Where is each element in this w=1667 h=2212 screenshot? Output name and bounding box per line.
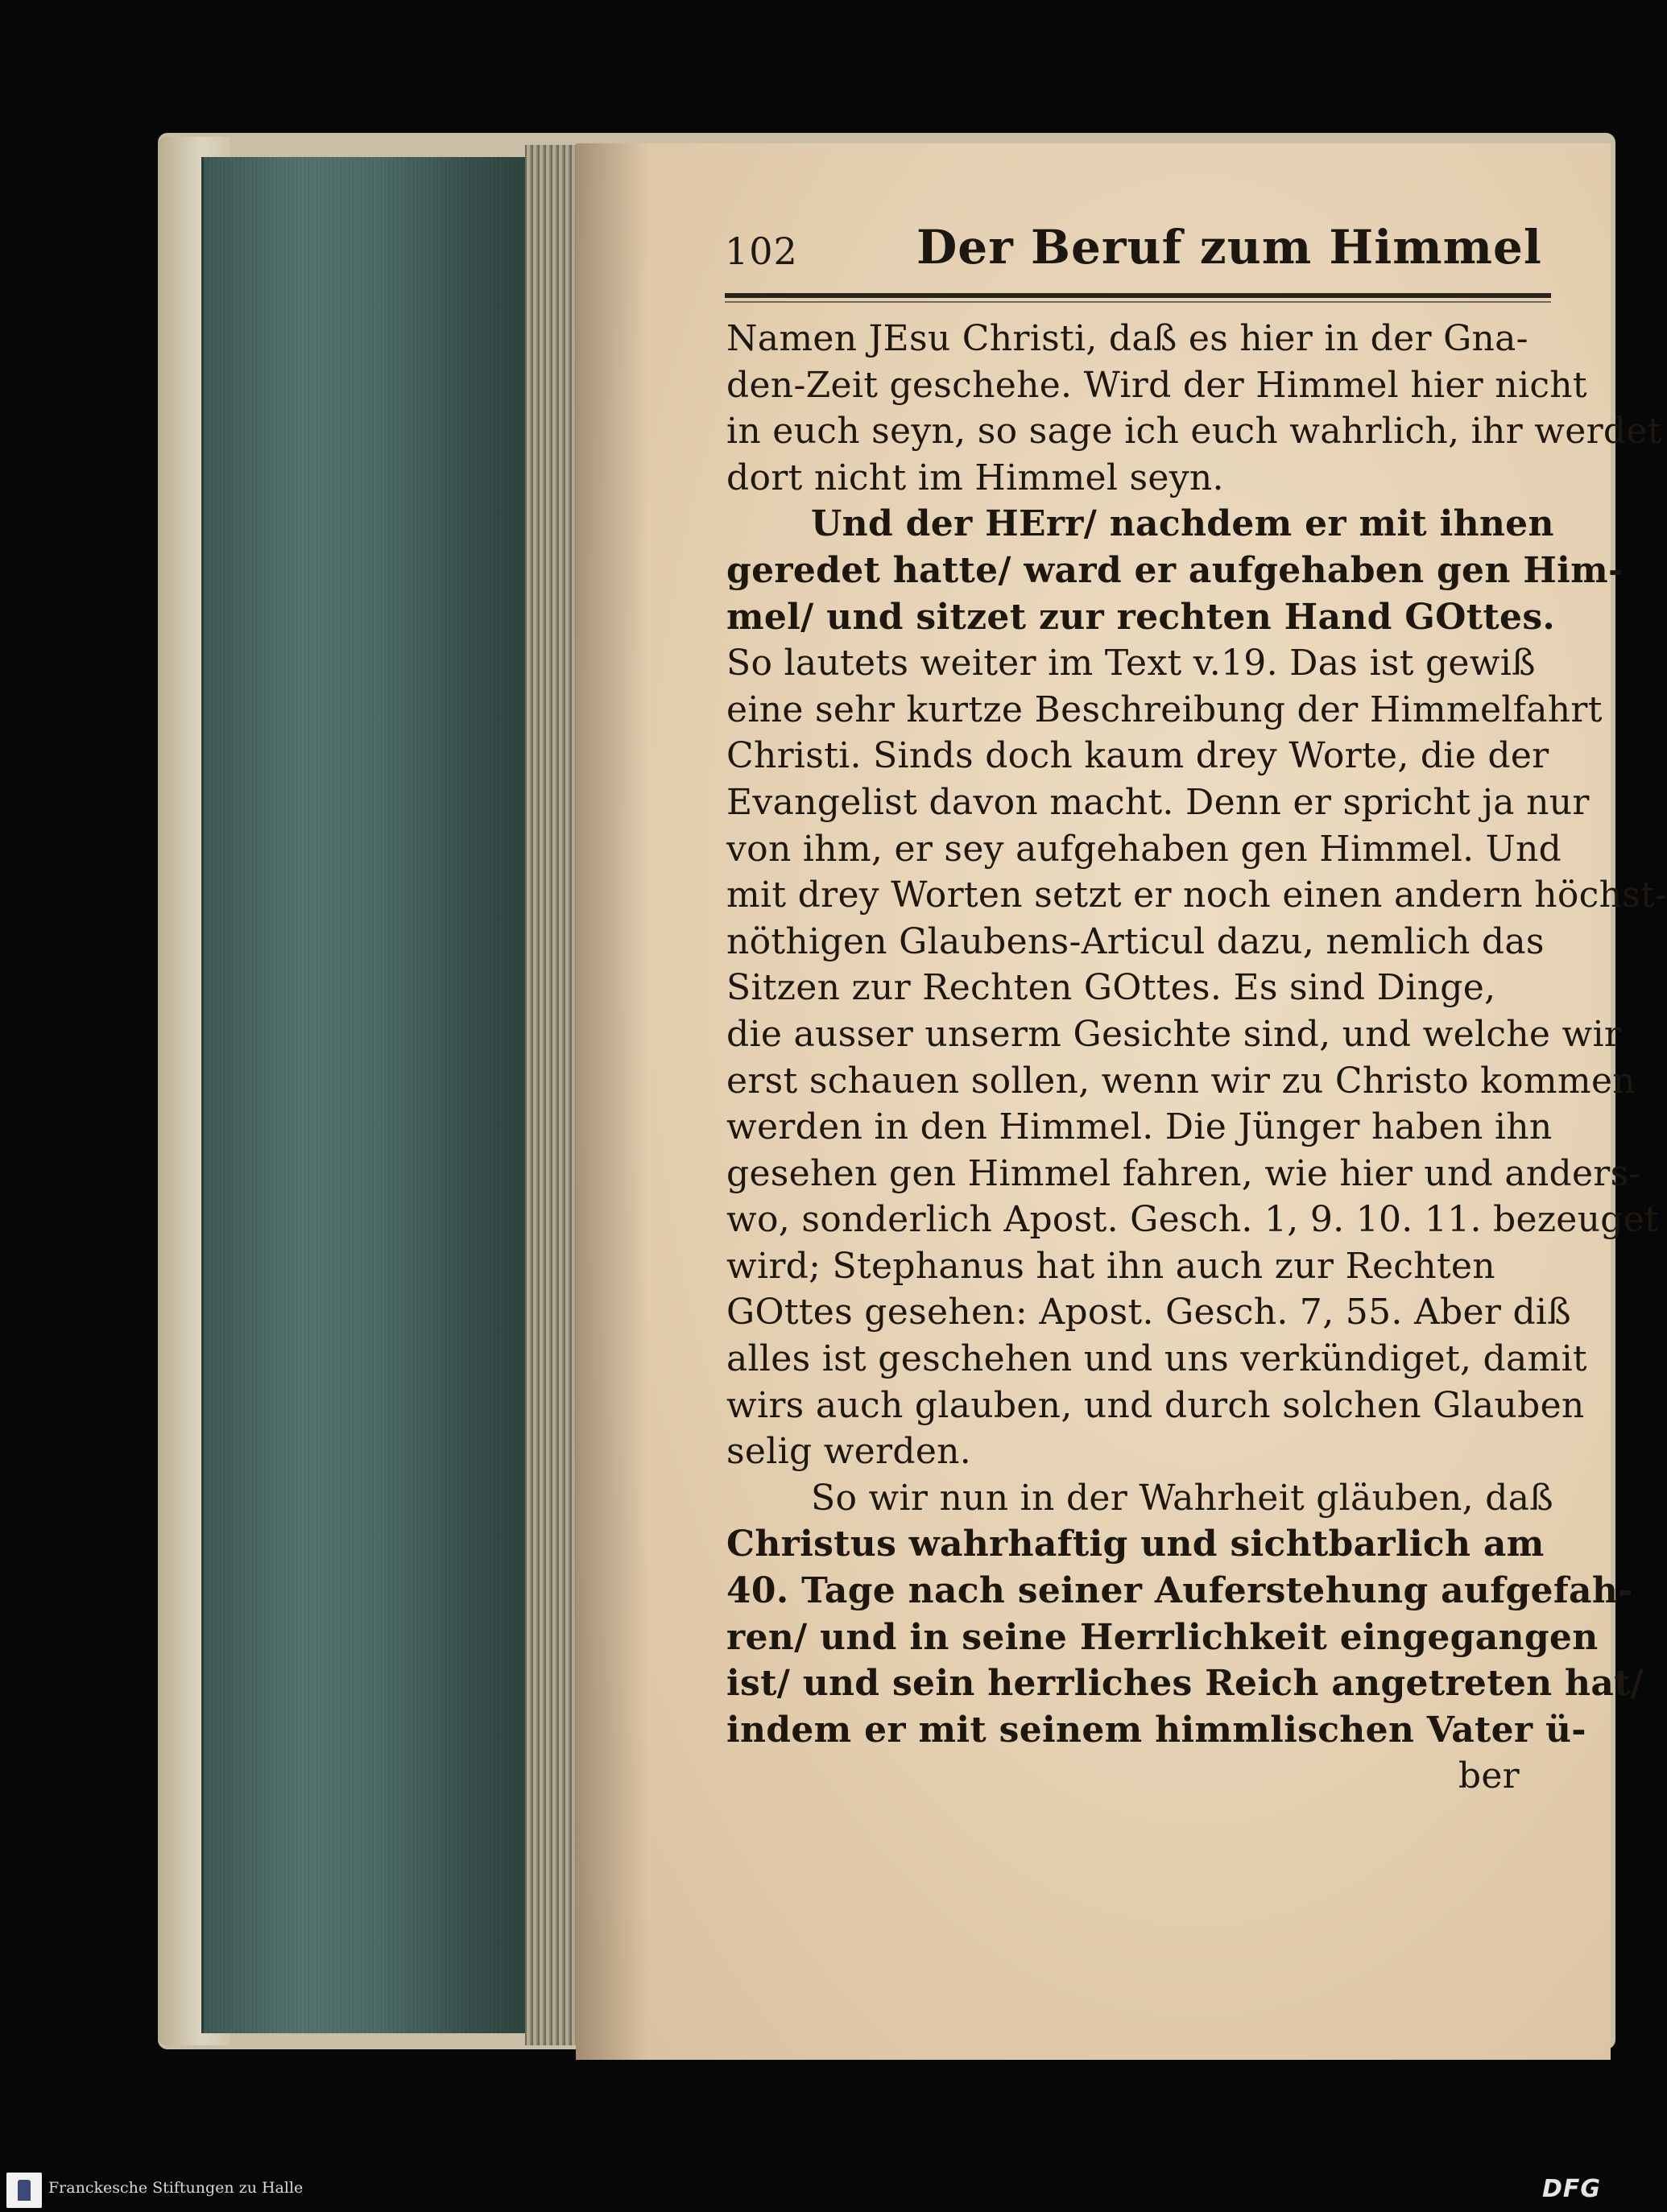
text-line: GOttes gesehen: Apost. Gesch. 7, 55. Aber diß bbox=[726, 1292, 1571, 1333]
page-number: 102 bbox=[725, 229, 798, 273]
text-line: Namen JEsu Christi, daß es hier in der Gna- bbox=[726, 318, 1528, 359]
text-line: die ausser unserm Gesichte sind, und welche wir bbox=[726, 1013, 1622, 1055]
header-rule-thin bbox=[725, 301, 1551, 303]
text-line: wirs auch glauben, und durch solchen Glauben bbox=[726, 1384, 1585, 1426]
running-title: Der Beruf zum Himmel bbox=[916, 220, 1542, 275]
text-line: So wir nun in der Wahrheit gläuben, daß bbox=[811, 1477, 1553, 1519]
text-line: Christi. Sinds doch kaum drey Worte, die der bbox=[726, 735, 1549, 777]
text-line: indem er mit seinem himmlischen Vater ü- bbox=[726, 1709, 1586, 1751]
text-line: mit drey Worten setzt er noch einen andern höchst- bbox=[726, 874, 1667, 916]
text-line: Und der HErr/ nachdem er mit ihnen bbox=[811, 503, 1554, 545]
building-icon bbox=[18, 2180, 31, 2201]
text-line: Christus wahrhaftig und sichtbarlich am bbox=[726, 1524, 1545, 1565]
body-text bbox=[726, 316, 1667, 1800]
dfg-logo: DFG bbox=[1541, 2175, 1601, 2203]
catchword: ber bbox=[1458, 1755, 1520, 1797]
text-line: geredet hatte/ ward er aufgehaben gen Him- bbox=[726, 549, 1624, 591]
page-block-edges bbox=[201, 157, 530, 2033]
text-line: den-Zeit geschehe. Wird der Himmel hier nicht bbox=[726, 364, 1587, 406]
text-line: gesehen gen Himmel fahren, wie hier und anders- bbox=[726, 1152, 1641, 1194]
page-fore-edge bbox=[525, 145, 581, 2045]
text-line: ist/ und sein herrliches Reich angetreten hat/ bbox=[726, 1663, 1644, 1705]
text-line: erst schauen sollen, wenn wir zu Christo kommen bbox=[726, 1060, 1636, 1102]
gutter-shadow bbox=[576, 143, 648, 2060]
text-line: nöthigen Glaubens-Articul dazu, nemlich das bbox=[726, 920, 1545, 962]
text-line: ren/ und in seine Herrlichkeit eingegangen bbox=[726, 1616, 1599, 1658]
text-line: dort nicht im Himmel seyn. bbox=[726, 457, 1224, 498]
text-line: in euch seyn, so sage ich euch wahrlich, ihr werdet bbox=[726, 411, 1662, 453]
institution-name: Franckesche Stiftungen zu Halle bbox=[48, 2179, 304, 2197]
text-line: von ihm, er sey aufgehaben gen Himmel. Und bbox=[726, 828, 1562, 870]
viewer-footer bbox=[0, 2169, 1611, 2212]
institution-logo-icon bbox=[6, 2173, 42, 2208]
text-line: selig werden. bbox=[726, 1431, 972, 1473]
text-line: Evangelist davon macht. Denn er spricht ja nur bbox=[726, 781, 1590, 823]
text-line: alles ist geschehen und uns verkündiget, damit bbox=[726, 1338, 1587, 1380]
text-line: mel/ und sitzet zur rechten Hand GOttes. bbox=[726, 596, 1556, 638]
text-line: 40. Tage nach seiner Auferstehung aufgefah- bbox=[726, 1570, 1633, 1612]
header-rule bbox=[725, 293, 1551, 298]
text-line: So lautets weiter im Text v.19. Das ist gewiß bbox=[726, 643, 1536, 684]
text-line: wird; Stephanus hat ihn auch zur Rechten bbox=[726, 1245, 1495, 1287]
text-line: werden in den Himmel. Die Jünger haben ihn bbox=[726, 1106, 1553, 1148]
text-line: eine sehr kurtze Beschreibung der Himmelfahrt bbox=[726, 688, 1603, 730]
text-line: Sitzen zur Rechten GOttes. Es sind Dinge, bbox=[726, 967, 1496, 1009]
text-line: wo, sonderlich Apost. Gesch. 1, 9. 10. 11. bezeuget bbox=[726, 1199, 1660, 1241]
